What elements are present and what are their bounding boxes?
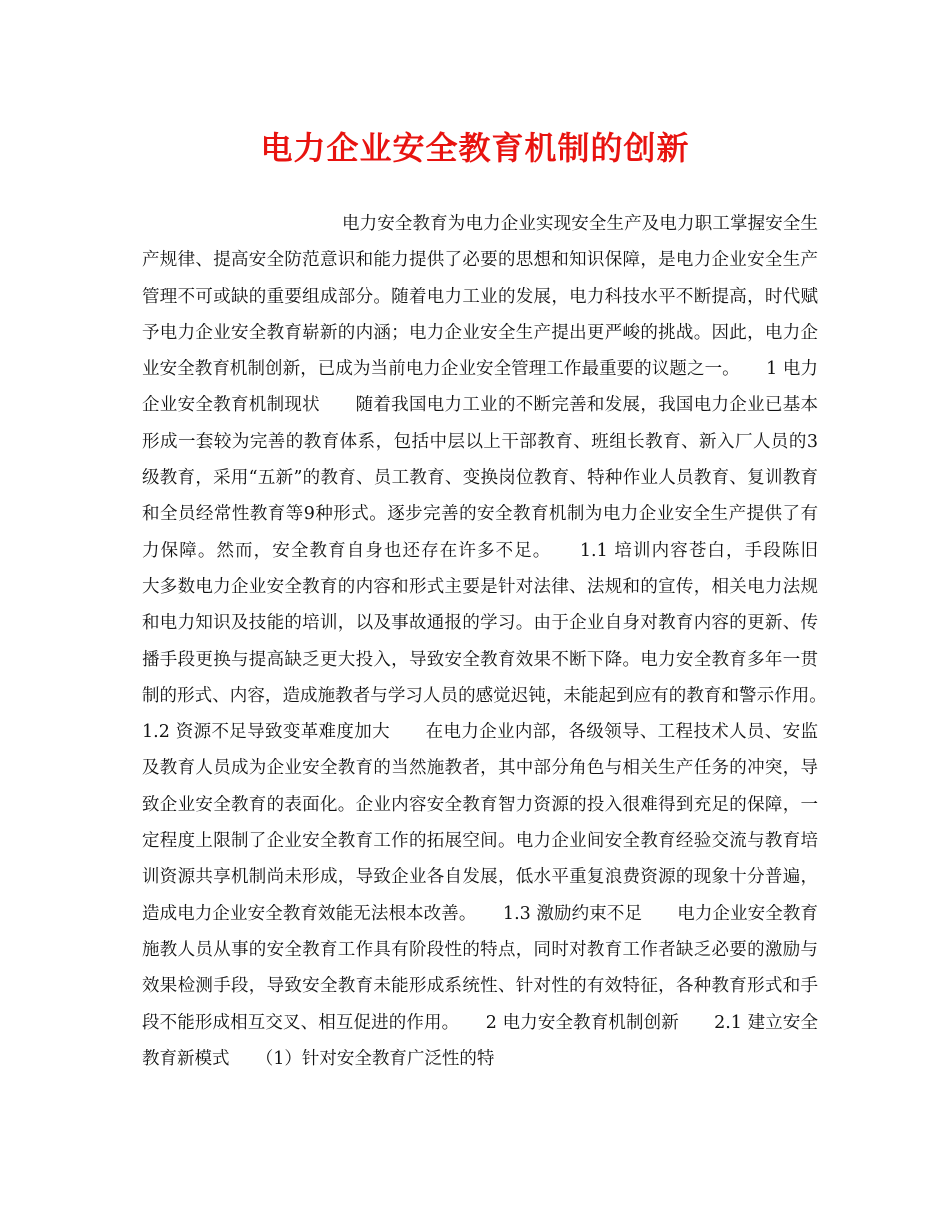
document-body-text: 电力安全教育为电力企业实现安全生产及电力职工掌握安全生产规律、提高安全防范意识和能力提供了必要的思想和知识保障，是电力企业安全生产管理不可或缺的重要组成部分。随着电力工业的发展，电力科技水平不断提高，时代赋予电力企业安全教育崭新的内涵；电力企业安全生产提出更严峻的挑战。因此，电力企业安全教育机制创新，已成为当前电力企业安全管理工作最重要的议题之一。 1 电力企业安全教育机制现状 随着我国电力工业的不断完善和发展，我国电力企业已基本形成一套较为完善的教育体系，包括中层以上干部教育、班组长教育、新入厂人员的3级教育，采用“五新”的教育、员工教育、变换岗位教育、特种作业人员教育、复训教育和全员经常性教育等9种形式。逐步完善的安全教育机制为电力企业安全生产提供了有力保障。然而，安全教育自身也还存在许多不足。 1.1 培训内容苍白，手段陈旧 大多数电力企业安全教育的内容和形式主要是针对法律、法规和的宣传，相关电力法规和电力知识及技能的培训，以及事故通报的学习。由于企业自身对教育内容的更新、传播手段更换与提高缺乏更大投入，导致安全教育效果不断下降。电力安全教育多年一贯制的形式、内容，造成施教者与学习人员的感觉迟钝，未能起到应有的教育和警示作用。 1.2 资源不足导致变革难度加大 在电力企业内部，各级领导、工程技术人员、安监及教育人员成为企业安全教育的当然施教者，其中部分角色与相关生产任务的冲突，导致企业安全教育的表面化。企业内容安全教育智力资源的投入很难得到充足的保障，一定程度上限制了企业安全教育工作的拓展空间。电力企业间安全教育经验交流与教育培训资源共享机制尚未形成，导致企业各自发展，低水平重复浪费资源的现象十分普遍，造成电力企业安全教育效能无法根本改善。 1.3 激励约束不足 电力企业安全教育施教人员从事的安全教育工作具有阶段性的特点，同时对教育工作者缺乏必要的激励与效果检测手段，导致安全教育未能形成系统性、针对性的有效特征，各种教育形式和手段不能形成相互交叉、相互促进的作用。 2 电力安全教育机制创新 2.1 建立安全教育新模式 （1）针对安全教育广泛性的特 bbox=[142, 214, 853, 1069]
document-title: 电力企业安全教育机制的创新 bbox=[260, 129, 690, 167]
